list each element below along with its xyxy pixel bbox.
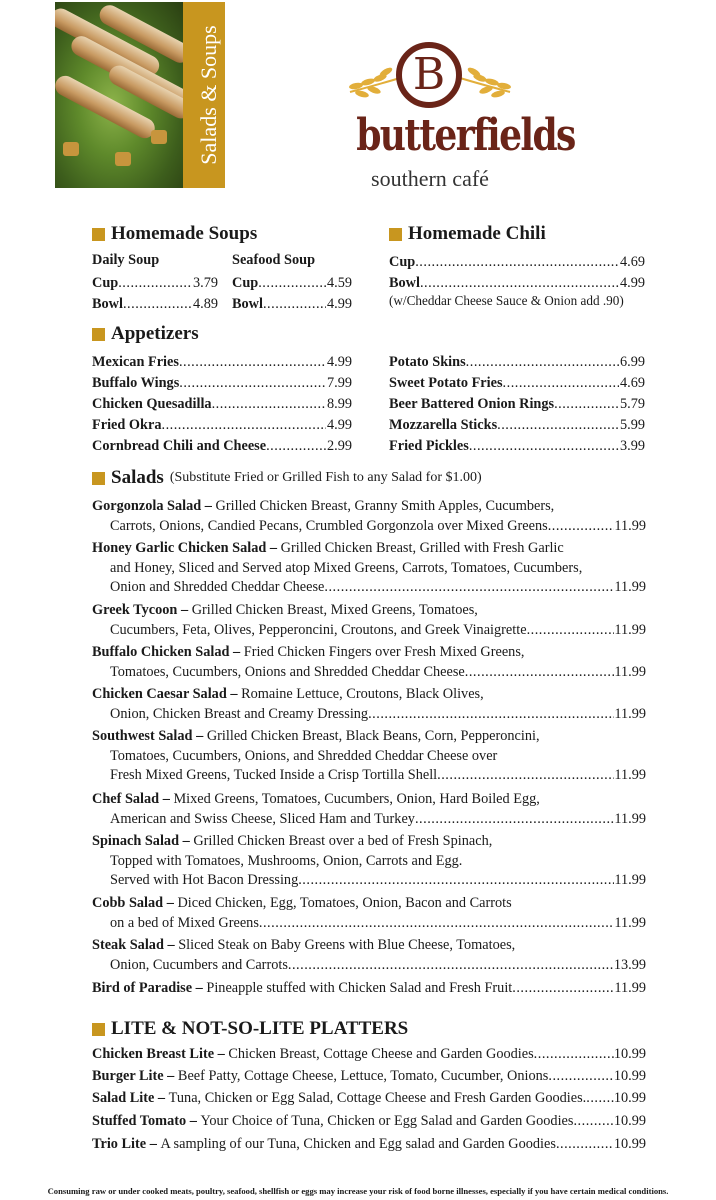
item-description: Onion, Chicken Breast and Creamy Dressing (110, 705, 369, 722)
item-description: Romaine Lettuce, Croutons, Black Olives, (241, 686, 484, 702)
appetizer-row (92, 437, 352, 455)
salad-item (92, 894, 646, 933)
item-name: Trio Lite – (92, 1136, 157, 1152)
item-price: 10.99 (613, 1068, 646, 1084)
item-description: Served with Hot Bacon Dressing (110, 872, 299, 888)
item-description: Cucumbers, Feta, Olives, Pepperoncini, Croutons, and Greek Vinaigrette (110, 621, 527, 638)
salad-item (92, 832, 646, 891)
appetizers-title: Appetizers (111, 323, 199, 344)
item-name: Bowl (389, 275, 420, 291)
item-price: 4.59 (326, 275, 352, 291)
salads-title: Salads (111, 467, 164, 488)
item-description: Grilled Chicken Breast, Mixed Greens, Tomatoes, (191, 602, 478, 618)
item-description: Chicken Breast, Cottage Cheese and Garden Goodies (228, 1046, 534, 1062)
brand-logo (340, 38, 575, 193)
item-price: 11.99 (614, 872, 646, 888)
platter-item (92, 1112, 646, 1132)
item-price: 4.89 (192, 296, 218, 312)
item-name: Chicken Breast Lite – (92, 1046, 225, 1062)
item-description: Grilled Chicken Breast, Black Beans, Corn, Pepperoncini, (206, 728, 540, 744)
item-price: 5.79 (619, 396, 645, 412)
item-price: 10.99 (613, 1113, 646, 1129)
item-name: Gorgonzola Salad – (92, 498, 212, 514)
seafood-bowl-row (232, 295, 352, 313)
item-name: Burger Lite – (92, 1068, 175, 1084)
chili-heading (389, 223, 546, 245)
item-name: Bird of Paradise – (92, 980, 203, 996)
appetizer-row (92, 374, 352, 392)
soups-heading (92, 223, 257, 245)
daily-soup-heading: Daily Soup (92, 252, 160, 268)
item-description: Carrots, Onions, Candied Pecans, Crumbled Gorgonzola over Mixed Greens (110, 517, 548, 534)
item-name: Chicken Quesadilla (92, 396, 212, 412)
item-price: 11.99 (614, 517, 646, 534)
logo-mark (396, 42, 462, 108)
salad-photo (55, 2, 183, 188)
item-description: on a bed of Mixed Greens (110, 914, 259, 931)
salads-heading (92, 467, 482, 489)
item-description: Grilled Chicken Breast, Grilled with Fresh Garlic (280, 540, 564, 556)
item-price: 2.99 (326, 438, 352, 454)
item-description: Beef Patty, Cottage Cheese, Lettuce, Tomato, Cucumber, Onions (177, 1068, 549, 1084)
seafood-cup-row (232, 274, 352, 292)
salad-item (92, 790, 646, 829)
platter-item (92, 1067, 646, 1087)
soups-title: Homemade Soups (111, 223, 258, 244)
item-price: 11.99 (614, 767, 646, 783)
item-name: Cup (232, 275, 259, 291)
item-name: Cornbread Chili and Cheese (92, 438, 267, 454)
brand-name: butterfields (356, 110, 575, 161)
item-price: 10.99 (613, 1136, 646, 1152)
item-price: 11.99 (614, 914, 646, 931)
item-name: Bowl (232, 296, 263, 312)
item-name: Southwest Salad – (92, 728, 204, 744)
item-name: Mozzarella Sticks (389, 417, 498, 433)
item-description: Sliced Steak on Baby Greens with Blue Cheese, Tomatoes, (178, 937, 516, 953)
salad-item (92, 727, 646, 786)
item-price: 5.99 (619, 417, 645, 433)
item-description: American and Swiss Cheese, Sliced Ham and Turkey (110, 810, 415, 827)
appetizer-row (389, 353, 645, 371)
item-name: Bowl (92, 296, 123, 312)
item-price: 3.79 (192, 275, 218, 291)
item-description: Topped with Tomatoes, Mushrooms, Onion, Carrots and Egg. (110, 852, 463, 869)
item-description: A sampling of our Tuna, Chicken and Egg salad and Garden Goodies (160, 1136, 556, 1152)
salad-item (92, 601, 646, 640)
item-price: 4.69 (619, 254, 645, 270)
item-description: Mixed Greens, Tomatoes, Cucumbers, Onion, Hard Boiled Egg, (173, 791, 540, 807)
salad-item (92, 979, 646, 999)
bullet-square-icon (92, 328, 105, 341)
food-safety-disclaimer: Consuming raw or under cooked meats, poultry, seafood, shellfish or eggs may increase your risk of food borne illnesses, especially if you have certain medical conditions. (47, 1186, 669, 1196)
item-description: Grilled Chicken Breast, Granny Smith Apples, Cucumbers, (215, 498, 555, 514)
item-description: Onion and Shredded Cheddar Cheese (110, 579, 325, 595)
item-description: Fresh Mixed Greens, Tucked Inside a Crisp Tortilla Shell (110, 767, 438, 783)
item-name: Honey Garlic Chicken Salad – (92, 540, 278, 556)
item-price: 3.99 (619, 438, 645, 454)
item-name: Sweet Potato Fries (389, 375, 503, 391)
item-name: Spinach Salad – (92, 833, 190, 849)
bullet-square-icon (92, 1023, 105, 1036)
salad-item (92, 685, 646, 724)
item-name: Stuffed Tomato – (92, 1113, 197, 1129)
appetizer-row (92, 353, 352, 371)
item-description: Your Choice of Tuna, Chicken or Egg Salad and Garden Goodies (200, 1113, 574, 1129)
item-name: Cup (92, 275, 119, 291)
item-description: Diced Chicken, Egg, Tomatoes, Onion, Bacon and Carrots (177, 895, 512, 911)
salad-item (92, 643, 646, 682)
salad-item (92, 497, 646, 536)
item-name: Buffalo Chicken Salad – (92, 644, 241, 660)
item-name: Fried Pickles (389, 438, 469, 454)
item-price: 11.99 (614, 980, 646, 996)
chili-title: Homemade Chili (408, 223, 546, 244)
item-description: Tuna, Chicken or Egg Salad, Cottage Cheese and Fresh Garden Goodies. (168, 1090, 587, 1106)
item-price: 6.99 (619, 354, 645, 370)
daily-cup-row (92, 274, 218, 292)
item-name: Potato Skins (389, 354, 466, 370)
seafood-soup-heading: Seafood Soup (232, 252, 316, 268)
appetizer-row (92, 416, 352, 434)
item-description: Grilled Chicken Breast over a bed of Fresh Spinach, (193, 833, 493, 849)
bullet-square-icon (389, 228, 402, 241)
item-name: Chef Salad – (92, 791, 170, 807)
item-name: Buffalo Wings (92, 375, 180, 391)
item-price: 4.69 (619, 375, 645, 391)
section-band (183, 2, 225, 188)
platter-item (92, 1089, 646, 1109)
item-description: Tomatoes, Cucumbers, Onions and Shredded Cheddar Cheese (110, 663, 465, 680)
item-price: 11.99 (614, 663, 646, 680)
item-description: Tomatoes, Cucumbers, Onions, and Shredded Cheddar Cheese over (110, 747, 498, 764)
item-name: Cobb Salad – (92, 895, 174, 911)
item-price: 13.99 (613, 956, 646, 973)
item-price: 11.99 (614, 705, 646, 722)
item-name: Salad Lite – (92, 1090, 166, 1106)
band-text: Salads & Soups (196, 25, 221, 165)
chili-cup-row (389, 253, 645, 271)
item-description: Onion, Cucumbers and Carrots (110, 956, 288, 973)
logo-letter: B (412, 49, 446, 100)
platter-item (92, 1135, 646, 1155)
item-name: Cup (389, 254, 416, 270)
appetizer-row (92, 395, 352, 413)
appetizer-row (389, 395, 645, 413)
appetizer-row (389, 374, 645, 392)
item-price: 8.99 (326, 396, 352, 412)
item-price: 7.99 (326, 375, 352, 391)
item-description: Fried Chicken Fingers over Fresh Mixed Greens, (243, 644, 525, 660)
item-name: Chicken Caesar Salad – (92, 686, 238, 702)
salads-note: (Substitute Fried or Grilled Fish to any Salad for $1.00) (169, 470, 482, 485)
bullet-square-icon (92, 472, 105, 485)
salad-item (92, 936, 646, 975)
platters-heading (92, 1018, 408, 1040)
appetizers-heading (92, 323, 199, 345)
bullet-square-icon (92, 228, 105, 241)
item-name: Steak Salad – (92, 937, 175, 953)
item-price: 11.99 (614, 621, 646, 638)
platters-title: LITE & NOT-SO-LITE PLATTERS (111, 1018, 409, 1039)
item-price: 4.99 (326, 354, 352, 370)
item-name: Beer Battered Onion Rings (389, 396, 555, 412)
platter-item (92, 1045, 646, 1065)
item-description: and Honey, Sliced and Served atop Mixed Greens, Carrots, Tomatoes, Cucumbers, (110, 559, 583, 576)
item-name: Fried Okra (92, 417, 162, 433)
item-price: 11.99 (614, 579, 646, 595)
item-price: 4.99 (619, 275, 645, 291)
item-description: Pineapple stuffed with Chicken Salad and Fresh Fruit (206, 980, 513, 996)
item-name: Greek Tycoon – (92, 602, 189, 618)
daily-bowl-row (92, 295, 218, 313)
item-price: 11.99 (614, 810, 646, 827)
chili-note: (w/Cheddar Cheese Sauce & Onion add .90) (389, 293, 624, 308)
item-price: 4.99 (326, 296, 352, 312)
chili-bowl-row (389, 274, 645, 292)
item-price: 4.99 (326, 417, 352, 433)
item-name: Mexican Fries (92, 354, 179, 370)
item-price: 10.99 (613, 1046, 646, 1062)
brand-tagline: southern café (371, 166, 489, 191)
appetizer-row (389, 437, 645, 455)
appetizer-row (389, 416, 645, 434)
salad-item (92, 539, 646, 598)
item-price: 10.99 (613, 1090, 646, 1106)
